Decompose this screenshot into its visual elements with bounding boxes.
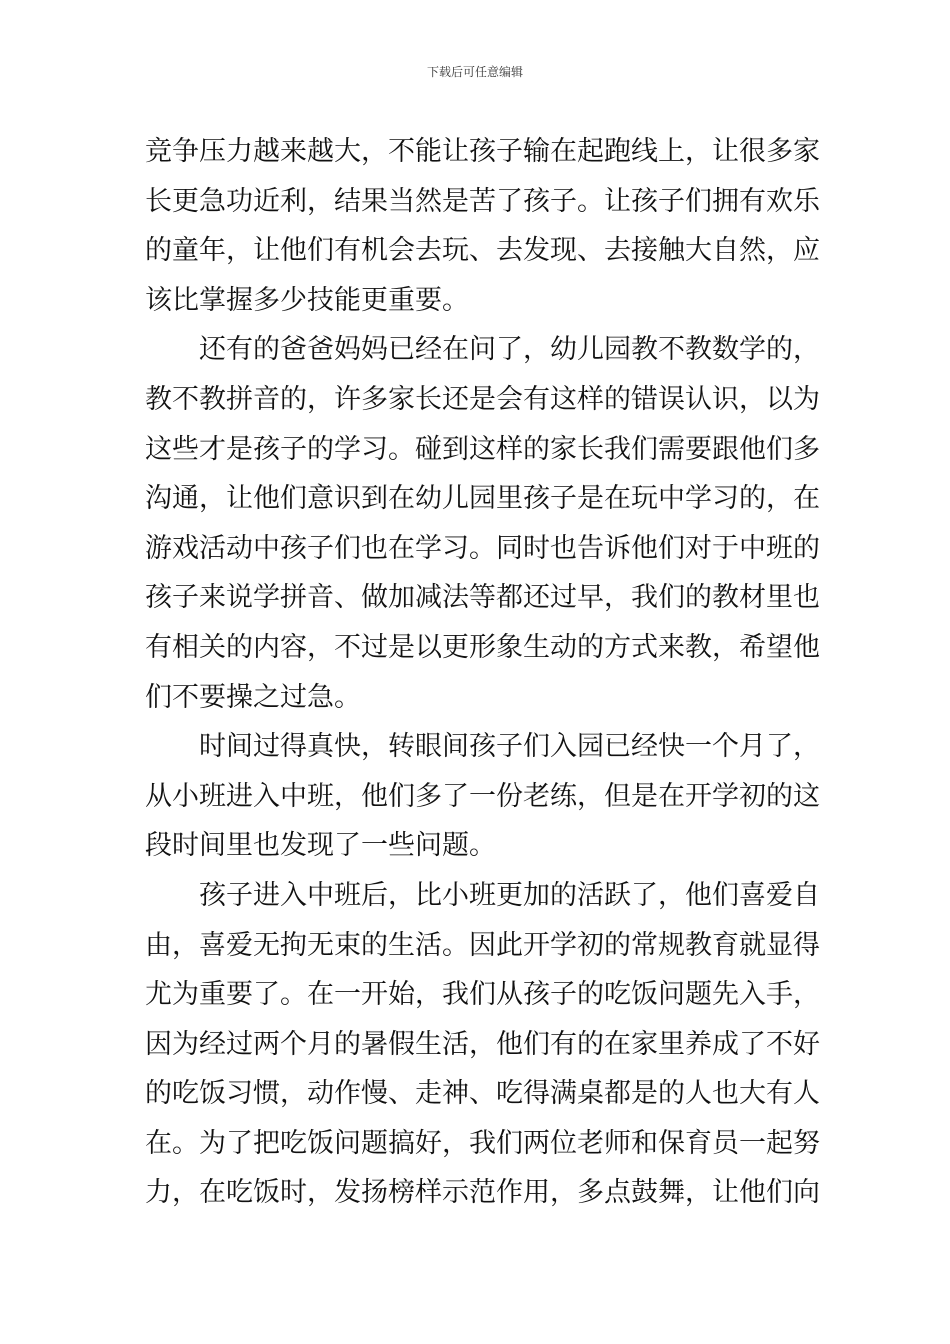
text-line: 尤为重要了。在一开始，我们从孩子的吃饭问题先入手， [145,979,820,1011]
text-line: 从小班进入中班，他们多了一份老练，但是在开学初的这 [145,780,820,812]
text-line: 长更急功近利，结果当然是苦了孩子。让孩子们拥有欢乐 [145,185,820,217]
text-line: 孩子进入中班后，比小班更加的活跃了，他们喜爱自 [199,879,820,911]
text-line: 因为经过两个月的暑假生活，他们有的在家里养成了不好 [145,1028,820,1060]
text-line: 力，在吃饭时，发扬榜样示范作用，多点鼓舞，让他们向 [145,1177,820,1209]
text-line: 由，喜爱无拘无束的生活。因此开学初的常规教育就显得 [145,929,820,961]
text-line: 孩子来说学拼音、做加减法等都还过早，我们的教材里也 [145,582,820,614]
paragraph-1 [145,127,820,325]
paragraph-2 [145,325,820,722]
text-line: 段时间里也发现了一些问题。 [145,830,496,862]
page-header: 下载后可任意编辑 [426,65,523,79]
text-line: 在。为了把吃饭问题搞好，我们两位老师和保育员一起努 [145,1127,820,1159]
text-line: 游戏活动中孩子们也在学习。同时也告诉他们对于中班的 [145,532,820,564]
text-line: 时间过得真快，转眼间孩子们入园已经快一个月了， [199,731,820,763]
text-line: 们不要操之过急。 [145,681,361,713]
text-line: 竞争压力越来越大，不能让孩子输在起跑线上，让很多家 [145,136,820,167]
text-line: 有相关的内容，不过是以更形象生动的方式来教，希望他 [145,631,820,663]
text-line: 的吃饭习惯，动作慢、走神、吃得满桌都是的人也大有人 [145,1078,820,1110]
paragraph-4 [145,871,820,1218]
text-line: 还有的爸爸妈妈已经在问了，幼儿园教不教数学的， [199,334,820,366]
paragraph-3 [145,722,820,871]
text-line: 沟通，让他们意识到在幼儿园里孩子是在玩中学习的，在 [145,483,820,515]
text-line: 的童年，让他们有机会去玩、去发现、去接触大自然，应 [145,235,820,267]
text-line: 该比掌握多少技能更重要。 [145,284,469,316]
text-line: 教不教拼音的，许多家长还是会有这样的错误认识，以为 [145,383,820,415]
text-line: 这些才是孩子的学习。碰到这样的家长我们需要跟他们多 [145,433,820,465]
document-body [145,127,820,1218]
